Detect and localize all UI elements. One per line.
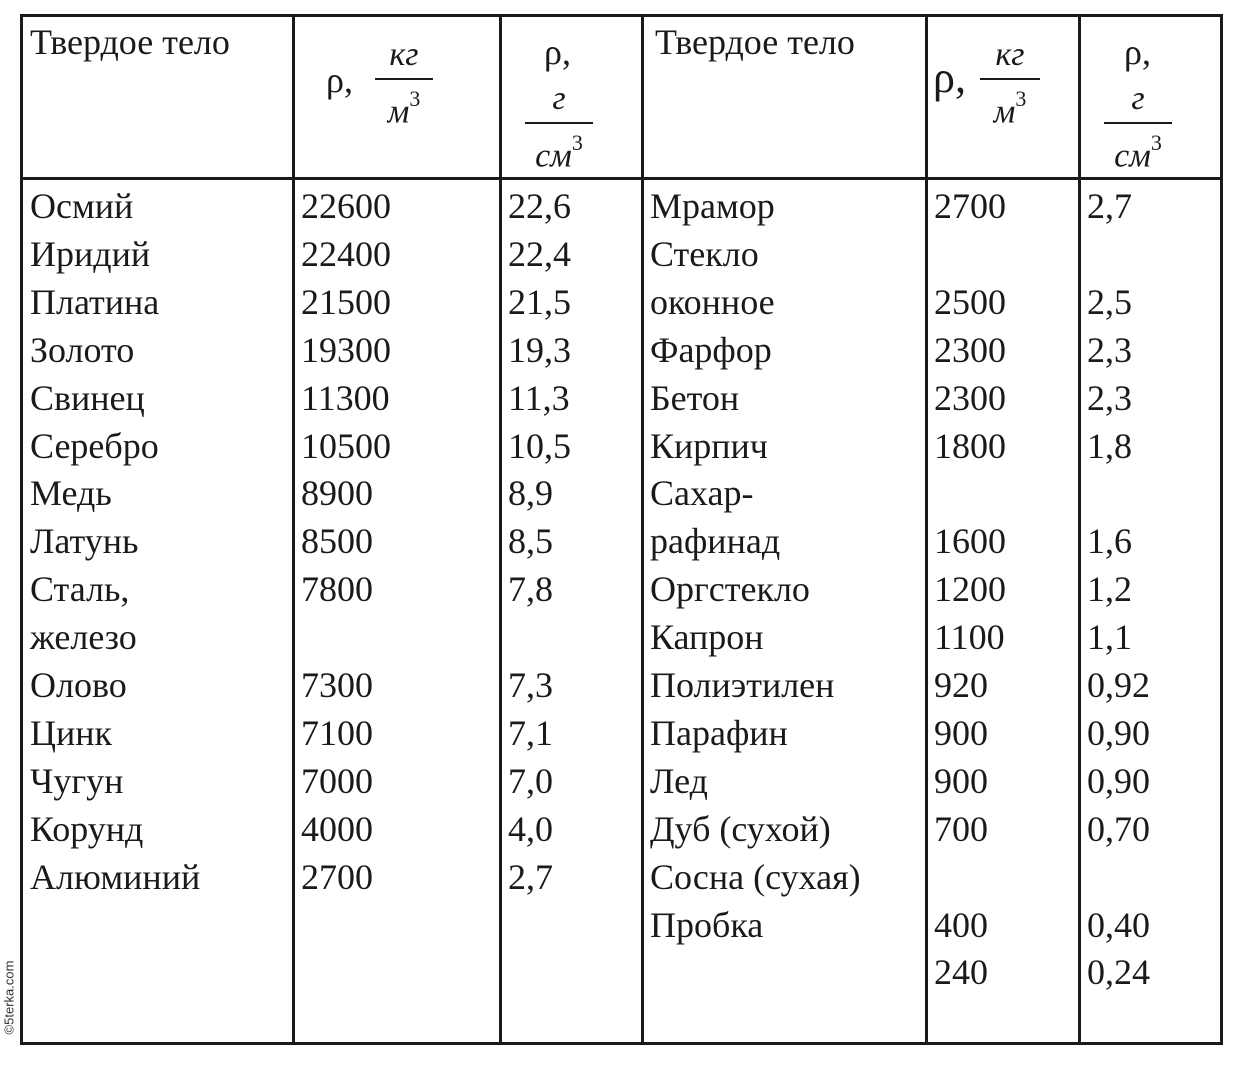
row-name: рафинад [650, 521, 781, 562]
row-density-kg: 2700 [934, 186, 1006, 226]
row-density-g: 2,7 [508, 856, 553, 897]
row-density-g: 7,0 [508, 760, 553, 801]
unit-g-cm3-right [1104, 80, 1172, 175]
row-name: Парафин [650, 712, 788, 753]
row-density-kg: 19300 [301, 329, 391, 370]
header-rho-g-right [1124, 32, 1151, 72]
row-density-kg: 21500 [301, 281, 391, 322]
row-density-g: 10,5 [508, 425, 571, 466]
row-density-g: 19,3 [508, 329, 571, 370]
unit-kg-m3-left [375, 36, 433, 131]
row-density-g: 2,3 [1087, 329, 1132, 370]
row-density-kg: 7300 [301, 665, 373, 705]
row-density-kg: 7000 [301, 760, 373, 801]
row-density-kg: 10500 [301, 425, 391, 466]
unit-denominator: $м^3$ [387, 86, 421, 131]
row-name: Олово [30, 665, 127, 705]
row-name: Сахар- [650, 473, 754, 514]
row-density-kg: 7100 [301, 712, 373, 753]
row-density-g: 0,90 [1087, 760, 1150, 801]
header-divider [20, 177, 1223, 180]
row-name: Алюминий [30, 856, 201, 897]
row-name: железо [30, 617, 137, 658]
unit-numerator: г [1131, 80, 1145, 117]
row-name: Кирпич [650, 425, 768, 466]
unit-kg-m3-right [980, 36, 1040, 131]
row-name: Золото [30, 329, 135, 370]
col-divider-3 [641, 14, 644, 1045]
row-name: Корунд [30, 808, 144, 849]
row-density-g: 2,3 [1087, 377, 1132, 418]
unit-numerator: г [552, 80, 566, 117]
row-density-kg: 4000 [301, 808, 373, 849]
row-density-g: 1,8 [1087, 425, 1132, 466]
row-density-kg: 700 [934, 808, 988, 849]
row-density-g: 11,3 [508, 377, 570, 418]
row-name: Дуб (сухой) [650, 808, 831, 849]
row-density-g: 2,7 [1087, 186, 1132, 226]
row-name: Чугун [30, 760, 124, 801]
unit-g-cm3-left [525, 80, 593, 175]
col-divider-1 [292, 14, 295, 1045]
row-density-g: 0,90 [1087, 712, 1150, 753]
rho-symbol: ρ, [933, 53, 966, 102]
row-density-g: 0,24 [1087, 952, 1150, 993]
row-density-kg: 920 [934, 665, 988, 705]
row-density-g: 7,1 [508, 712, 553, 753]
row-name: Осмий [30, 186, 134, 226]
row-density-kg: 900 [934, 712, 988, 753]
row-density-kg: 900 [934, 760, 988, 801]
row-name: Латунь [30, 521, 139, 562]
fraction-bar [525, 122, 593, 124]
rho-symbol: ρ, [326, 60, 353, 100]
unit-numerator: кг [995, 36, 1025, 73]
row-density-g: 1,6 [1087, 521, 1132, 562]
row-name: Стекло [650, 233, 759, 274]
row-name: Пробка [650, 904, 764, 945]
unit-denominator: $см^3$ [1114, 130, 1162, 175]
unit-denominator: $м^3$ [993, 86, 1027, 131]
row-density-g: 8,5 [508, 521, 553, 562]
row-name: Капрон [650, 617, 764, 658]
col-divider-2 [499, 14, 502, 1045]
row-density-g: 22,6 [508, 186, 571, 226]
table-border-bottom [20, 1042, 1223, 1045]
row-density-g: 8,9 [508, 473, 553, 514]
row-name: Цинк [30, 712, 113, 753]
row-name: Платина [30, 281, 160, 322]
row-name: Мрамор [650, 186, 775, 226]
row-name: Иридий [30, 233, 151, 274]
row-density-kg: 400 [934, 904, 988, 945]
rho-symbol: ρ, [544, 32, 571, 72]
col-divider-5 [1078, 14, 1081, 1045]
row-name: Сталь, [30, 569, 130, 610]
row-density-g: 7,3 [508, 665, 553, 705]
row-density-kg: 1600 [934, 521, 1006, 562]
unit-denominator: $см^3$ [535, 130, 583, 175]
row-density-g: 2,5 [1087, 281, 1132, 322]
row-density-g: 0,40 [1087, 904, 1150, 945]
row-density-g: 21,5 [508, 281, 571, 322]
row-density-kg: 2500 [934, 281, 1006, 322]
row-density-g: 4,0 [508, 808, 553, 849]
fraction-bar [1104, 122, 1172, 124]
header-rho-kg-right [933, 53, 966, 102]
header-solid-right: Твердое тело [655, 22, 855, 62]
fraction-bar [980, 78, 1040, 80]
row-density-kg: 22600 [301, 186, 391, 226]
row-name: Полиэтилен [650, 665, 835, 705]
row-density-kg: 1100 [934, 617, 1005, 658]
row-density-kg: 1800 [934, 425, 1006, 466]
row-density-g: 0,70 [1087, 808, 1150, 849]
row-density-kg: 1200 [934, 569, 1006, 610]
row-density-kg: 22400 [301, 233, 391, 274]
row-name: Серебро [30, 425, 159, 466]
row-density-kg: 8500 [301, 521, 373, 562]
fraction-bar [375, 78, 433, 80]
row-density-kg: 2300 [934, 377, 1006, 418]
row-density-kg: 7800 [301, 569, 373, 610]
row-density-g: 1,1 [1087, 617, 1132, 658]
row-density-g: 0,92 [1087, 665, 1150, 705]
row-name: оконное [650, 281, 775, 322]
table-border-right [1220, 14, 1223, 1045]
table-border-left [20, 14, 23, 1045]
watermark: ©5terka.com [1, 960, 17, 1035]
row-name: Фарфор [650, 329, 772, 370]
unit-numerator: кг [389, 36, 419, 73]
col-divider-4 [925, 14, 928, 1045]
row-name: Оргстекло [650, 569, 810, 610]
row-density-kg: 8900 [301, 473, 373, 514]
row-density-kg: 2700 [301, 856, 373, 897]
row-density-g: 1,2 [1087, 569, 1132, 610]
row-name: Медь [30, 473, 112, 514]
row-density-g: 22,4 [508, 233, 571, 274]
row-density-kg: 11300 [301, 377, 390, 418]
row-density-kg: 240 [934, 952, 988, 993]
table-border-top [20, 14, 1223, 17]
rho-symbol: ρ, [1124, 32, 1151, 72]
header-rho-kg-left [326, 60, 353, 100]
row-name: Лед [650, 760, 708, 801]
row-name: Сосна (сухая) [650, 856, 861, 897]
row-name: Свинец [30, 377, 145, 418]
header-rho-g-left [544, 32, 571, 72]
row-density-g: 7,8 [508, 569, 553, 610]
row-name: Бетон [650, 377, 740, 418]
row-density-kg: 2300 [934, 329, 1006, 370]
header-solid-left: Твердое тело [30, 22, 230, 62]
